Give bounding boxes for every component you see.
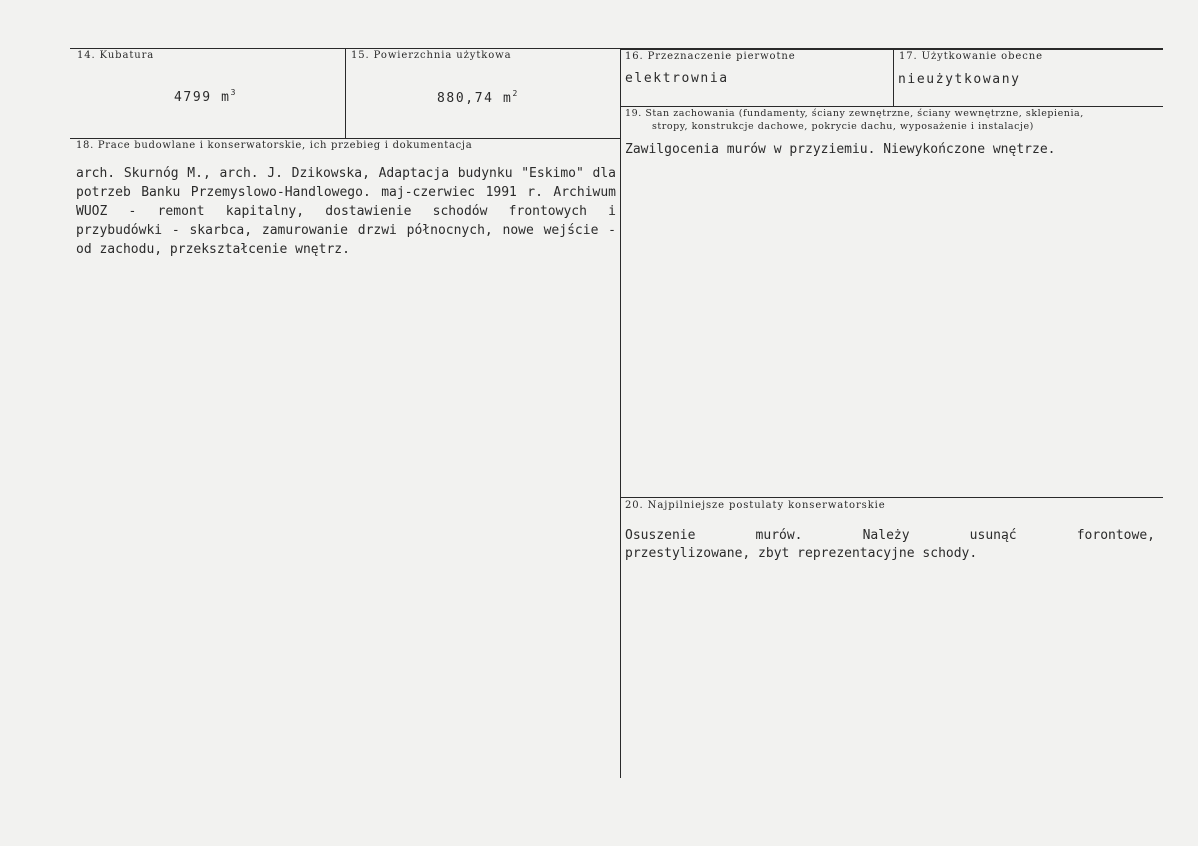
stan-zachowania-label-line1: 19. Stan zachowania (fundamenty, ściany zewnętrzne, ściany wewnętrzne, sklepienia, (625, 108, 1084, 119)
postulaty-text-line1: Osuszenie murów. Należy usunąć forontowe, (625, 528, 1155, 543)
kubatura-unit-exponent: 3 (230, 88, 236, 97)
main-divider (620, 48, 621, 778)
przeznaczenie-value: elektrownia (625, 71, 729, 86)
uzytkowanie-label: 17. Użytkowanie obecne (899, 51, 1043, 62)
top-rule-right (620, 48, 1163, 50)
rule-20-top (620, 497, 1163, 498)
powierzchnia-label: 15. Powierzchnia użytkowa (351, 50, 512, 61)
kubatura-label: 14. Kubatura (77, 50, 155, 61)
kubatura-number: 4799 (174, 90, 212, 105)
powierzchnia-unit: m (503, 91, 513, 106)
przeznaczenie-label: 16. Przeznaczenie pierwotne (625, 51, 796, 62)
rule-18-top (70, 138, 620, 139)
stan-zachowania-text: Zawilgocenia murów w przyziemiu. Niewykończone wnętrze. (625, 142, 1056, 157)
uzytkowanie-value: nieużytkowany (898, 72, 1021, 87)
kubatura-value (174, 88, 235, 105)
prace-budowlane-text: arch. Skurnóg M., arch. J. Dzikowska, Adaptacja budynku "Eskimo" dla potrzeb Banku Przemyslowo-Handlowego. maj-czerwiec 1991 r. Archiwum WUOZ - remont kapitalny, dostawienie schodów frontowych i przybudówki - skarbca, zamurowanie drzwi północnych, nowe wejście - od zachodu, przekształcenie wnętrz. (76, 166, 616, 257)
prace-budowlane-label: 18. Prace budowlane i konserwatorskie, ich przebieg i dokumentacja (76, 140, 473, 151)
stan-zachowania-label-line2: stropy, konstrukcje dachowe, pokrycie dachu, wyposażenie i instalacje) (652, 121, 1034, 132)
rule-19-top (620, 106, 1163, 107)
postulaty-label: 20. Najpilniejsze postulaty konserwatorskie (625, 500, 886, 511)
powierzchnia-value (437, 89, 517, 106)
divider-14-15 (345, 48, 346, 138)
powierzchnia-number: 880,74 (437, 91, 494, 106)
kubatura-unit: m (221, 90, 231, 105)
powierzchnia-unit-exponent: 2 (512, 89, 518, 98)
divider-16-17 (893, 48, 894, 106)
postulaty-text-line2: przestylizowane, zbyt reprezentacyjne schody. (625, 546, 978, 561)
